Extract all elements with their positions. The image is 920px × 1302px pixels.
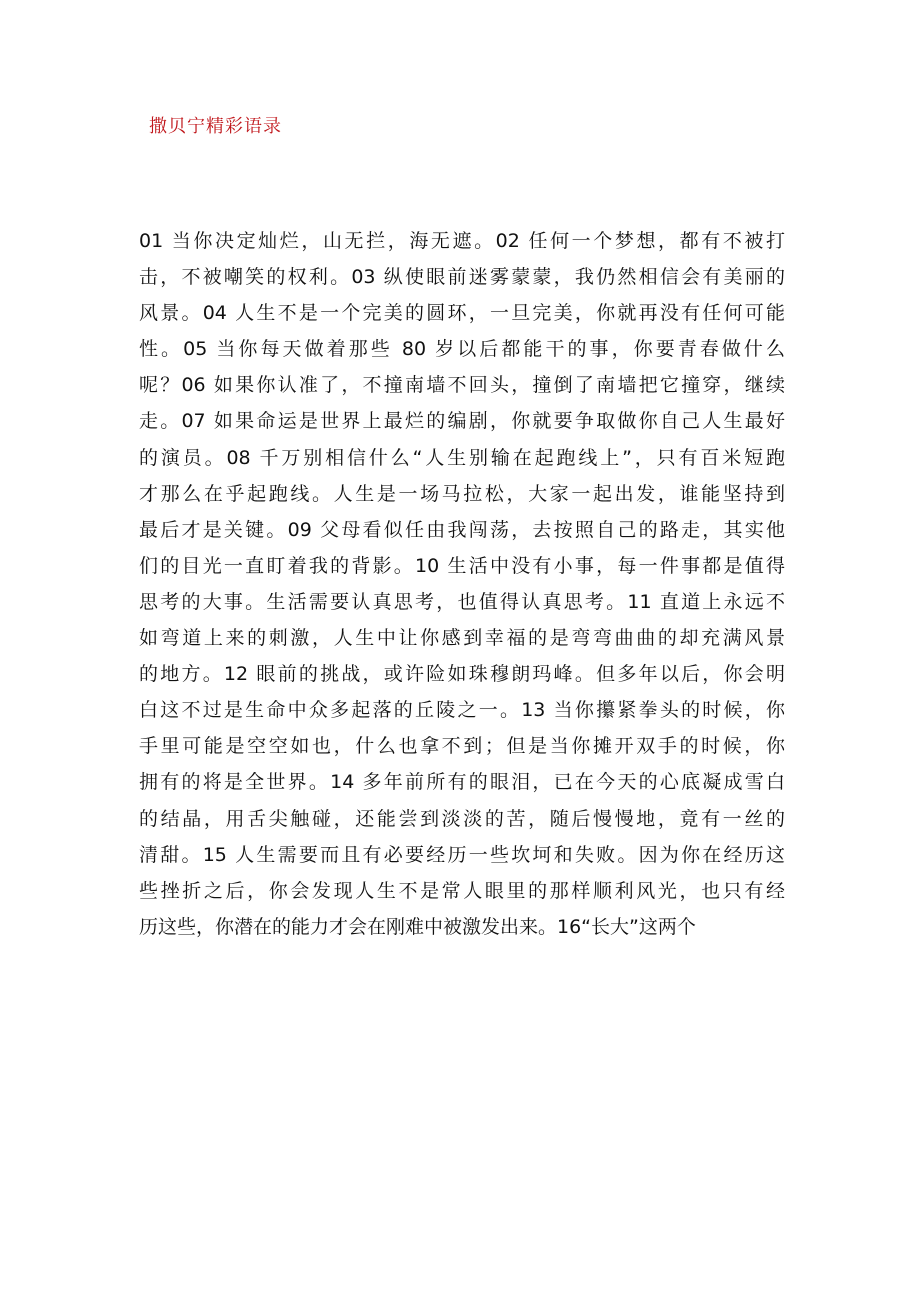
text-line: 风景。04 人生不是一个完美的圆环，一旦完美，你就再没有任何可能 bbox=[139, 302, 785, 325]
text-line: 白这不过是生命中众多起落的丘陵之一。13 当你攥紧拳头的时候，你 bbox=[139, 699, 785, 722]
text-line: 的演员。08 千万别相信什么“人生别输在起跑线上”，只有百米短跑 bbox=[139, 446, 785, 469]
text-line: 思考的大事。生活需要认真思考，也值得认真思考。11 直道上永远不 bbox=[139, 590, 785, 613]
text-line: 呢？06 如果你认准了，不撞南墙不回头，撞倒了南墙把它撞穿，继续 bbox=[139, 374, 785, 397]
document-body bbox=[139, 223, 785, 945]
text-line: 的结晶，用舌尖触碰，还能尝到淡淡的苦，随后慢慢地，竟有一丝的 bbox=[139, 807, 785, 830]
text-line: 性。05 当你每天做着那些 80 岁以后都能干的事，你要青春做什么 bbox=[139, 338, 785, 361]
document-title: 撒贝宁精彩语录 bbox=[149, 116, 282, 137]
text-line: 的地方。12 眼前的挑战，或许险如珠穆朗玛峰。但多年以后，你会明 bbox=[139, 663, 785, 686]
text-line: 如弯道上来的刺激，人生中让你感到幸福的是弯弯曲曲的却充满风景 bbox=[139, 627, 785, 650]
text-line: 些挫折之后，你会发现人生不是常人眼里的那样顺利风光，也只有经 bbox=[139, 879, 785, 902]
text-line: 历这些，你潜在的能力才会在刚难中被激发出来。16“长大”这两个 bbox=[139, 915, 696, 938]
text-line: 拥有的将是全世界。14 多年前所有的眼泪，已在今天的心底凝成雪白 bbox=[139, 771, 785, 794]
text-line: 手里可能是空空如也，什么也拿不到；但是当你摊开双手的时候，你 bbox=[139, 735, 785, 758]
text-line: 才那么在乎起跑线。人生是一场马拉松，大家一起出发，谁能坚持到 bbox=[139, 482, 785, 505]
text-line: 最后才是关键。09 父母看似任由我闯荡，去按照自己的路走，其实他 bbox=[139, 518, 785, 541]
text-line: 击，不被嘲笑的权利。03 纵使眼前迷雾蒙蒙，我仍然相信会有美丽的 bbox=[139, 266, 785, 289]
text-line: 走。07 如果命运是世界上最烂的编剧，你就要争取做你自己人生最好 bbox=[139, 410, 785, 433]
text-line: 清甜。15 人生需要而且有必要经历一些坎坷和失败。因为你在经历这 bbox=[139, 843, 785, 866]
text-line: 01 当你决定灿烂，山无拦，海无遮。02 任何一个梦想，都有不被打 bbox=[139, 230, 785, 252]
text-line: 们的目光一直盯着我的背影。10 生活中没有小事，每一件事都是值得 bbox=[139, 554, 785, 577]
